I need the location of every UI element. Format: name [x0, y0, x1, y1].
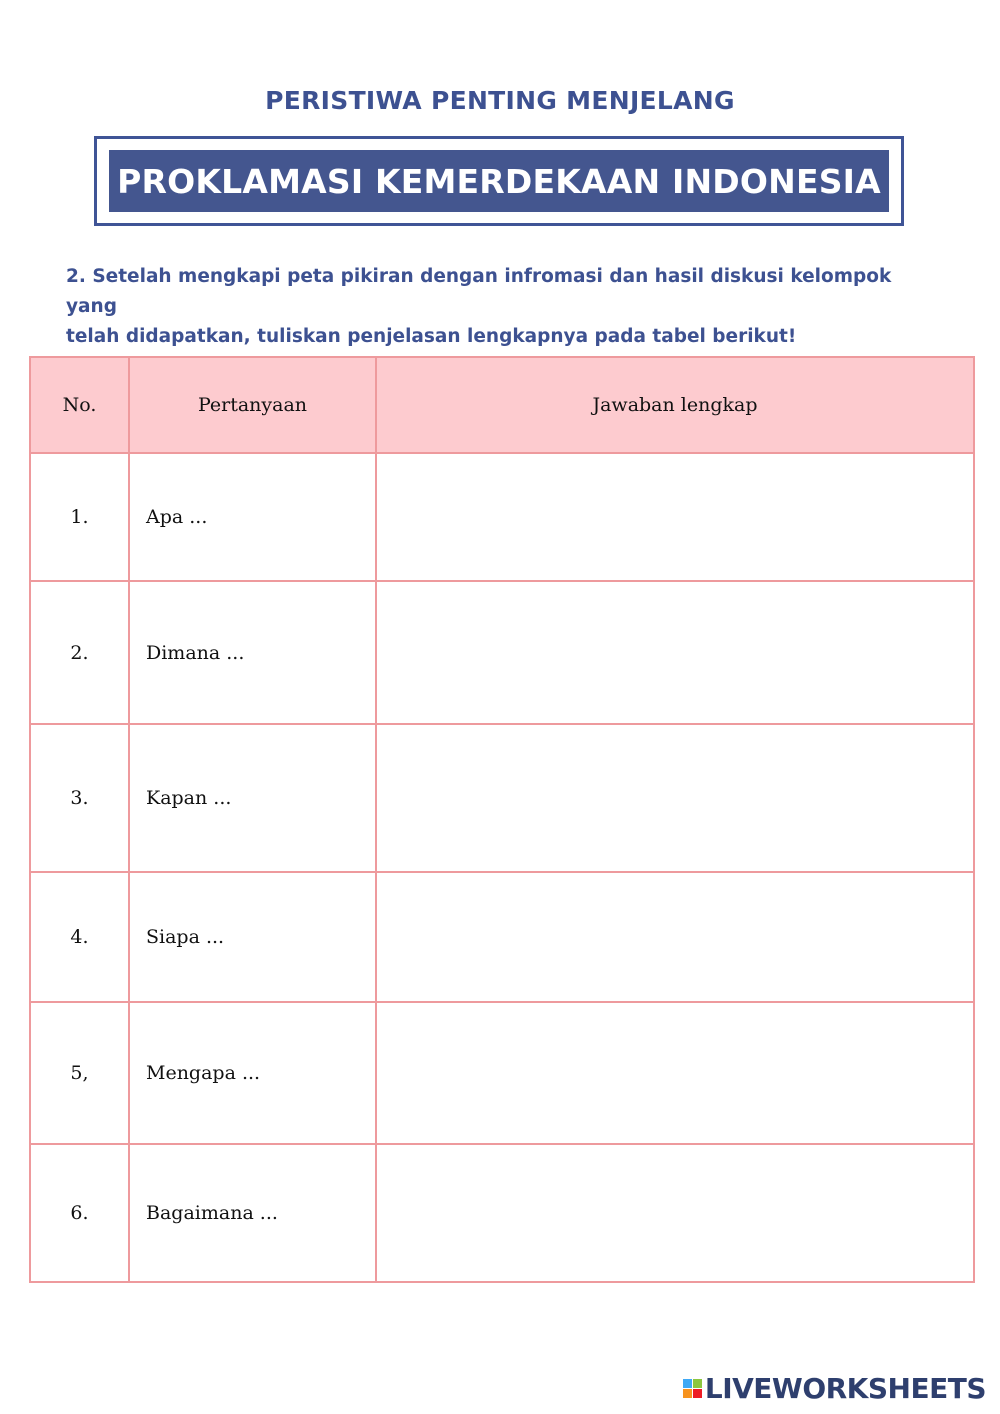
table-row	[30, 724, 974, 872]
title-frame	[94, 136, 904, 226]
logo-square-4	[693, 1389, 702, 1398]
header-answer: Jawaban lengkap	[376, 357, 974, 453]
worksheet-subtitle: PERISTIWA PENTING MENJELANG	[265, 86, 735, 115]
worksheet-title: PROKLAMASI KEMERDEKAAN INDONESIA	[109, 150, 889, 212]
table-row	[30, 453, 974, 581]
row-question: Dimana ...	[129, 581, 376, 724]
header-question: Pertanyaan	[129, 357, 376, 453]
row-question: Siapa ...	[129, 872, 376, 1002]
table-header-row	[30, 357, 974, 453]
logo-square-3	[683, 1389, 692, 1398]
row-question: Apa ...	[129, 453, 376, 581]
answer-cell[interactable]	[376, 724, 974, 872]
answer-cell[interactable]	[376, 581, 974, 724]
liveworksheets-logo[interactable]	[683, 1372, 986, 1405]
table-row	[30, 581, 974, 724]
row-number: 4.	[30, 872, 129, 1002]
table-row	[30, 872, 974, 1002]
logo-square-1	[683, 1379, 692, 1388]
table-row	[30, 1002, 974, 1144]
row-number: 2.	[30, 581, 129, 724]
row-question: Bagaimana ...	[129, 1144, 376, 1282]
answer-cell[interactable]	[376, 1002, 974, 1144]
logo-text: LIVEWORKSHEETS	[704, 1372, 986, 1405]
row-number: 3.	[30, 724, 129, 872]
row-question: Mengapa ...	[129, 1002, 376, 1144]
answer-cell[interactable]	[376, 1144, 974, 1282]
row-number: 5,	[30, 1002, 129, 1144]
instruction-line-1: 2. Setelah mengkapi peta pikiran dengan infromasi dan hasil diskusi kelompok yang	[66, 266, 892, 317]
answer-cell[interactable]	[376, 872, 974, 1002]
row-number: 1.	[30, 453, 129, 581]
logo-square-2	[693, 1379, 702, 1388]
logo-squares-icon	[683, 1379, 702, 1398]
table-row	[30, 1144, 974, 1282]
question-table	[29, 356, 975, 1283]
instruction-text	[66, 262, 946, 352]
row-number: 6.	[30, 1144, 129, 1282]
instruction-line-2: telah didapatkan, tuliskan penjelasan lengkapnya pada tabel berikut!	[66, 326, 797, 347]
answer-cell[interactable]	[376, 453, 974, 581]
row-question: Kapan ...	[129, 724, 376, 872]
header-no: No.	[30, 357, 129, 453]
